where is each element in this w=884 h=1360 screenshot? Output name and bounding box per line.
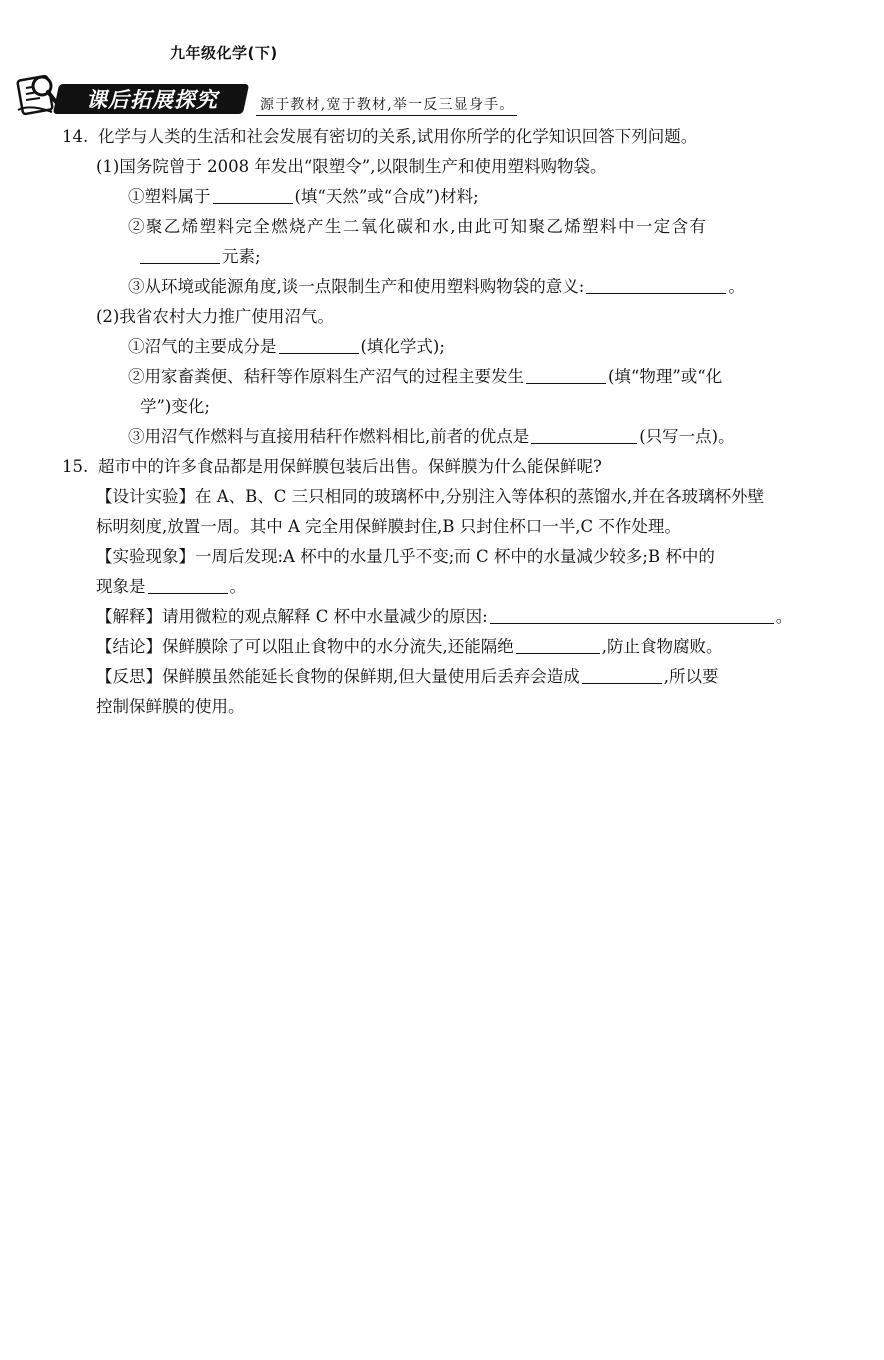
q15-explain-suffix: 。 [775, 607, 793, 626]
q15-stem-line [62, 452, 870, 482]
q15-conclusion-suffix: ,防止食物腐败。 [601, 637, 723, 656]
q14-part1-item2-cont [62, 242, 870, 272]
answer-blank[interactable] [140, 245, 220, 264]
section-banner [16, 70, 556, 116]
q14-part2-item2-suffix: (填“物理”或“化 [608, 367, 723, 386]
answer-blank[interactable] [586, 275, 726, 294]
q15-design-line1: 【设计实验】在 A、B、C 三只相同的玻璃杯中,分别注入等体积的蒸馏水,并在各玻璃杯外壁 [96, 487, 765, 506]
q14-part2-item1-suffix: (填化学式); [360, 337, 445, 356]
answer-blank[interactable] [526, 365, 606, 384]
q15-phenomenon-line1: 【实验现象】一周后发现:A 杯中的水量几乎不变;而 C 杯中的水量减少较多;B 杯中的 [96, 547, 715, 566]
q14-part2-item2-cont: 学”)变化; [140, 397, 210, 416]
questions-content [62, 122, 870, 722]
q14-part2-item1-text: ①沼气的主要成分是 [128, 337, 277, 356]
q14-part1-item1-suffix: (填“天然”或“合成”)材料; [294, 187, 479, 206]
answer-blank[interactable] [213, 185, 293, 204]
q15-reflection [62, 662, 870, 692]
q14-part2-item3-text: ③用沼气作燃料与直接用秸秆作燃料相比,前者的优点是 [128, 427, 530, 446]
q14-part1-item2 [62, 212, 870, 242]
q14-stem-line [62, 122, 870, 152]
q14-part2-item3 [62, 422, 870, 452]
q14-part2-item3-suffix: (只写一点)。 [639, 427, 735, 446]
banner-subtitle: 源于教材,宽于教材,举一反三显身手。 [256, 94, 517, 116]
q15-phenomenon-text: 现象是 [96, 577, 146, 596]
q15-conclusion [62, 632, 870, 662]
answer-blank[interactable] [531, 425, 637, 444]
answer-blank[interactable] [279, 335, 359, 354]
q14-part2: (2)我省农村大力推广使用沼气。 [96, 307, 334, 326]
q14-part2-item2 [62, 362, 870, 392]
q14-part1-item1-text: ①塑料属于 [128, 187, 211, 206]
answer-blank[interactable] [148, 575, 228, 594]
q14-part1-item2-text: ②聚乙烯塑料完全燃烧产生二氧化碳和水,由此可知聚乙烯塑料中一定含有 [128, 217, 708, 236]
q14-part1-item3-suffix: 。 [728, 277, 745, 296]
page-header-title: 九年级化学(下) [170, 44, 278, 62]
q14-number: 14. [62, 127, 89, 146]
banner-title: 课后拓展探究 [86, 88, 218, 112]
q14-part1-item3 [62, 272, 870, 302]
q15-number: 15. [62, 457, 89, 476]
answer-blank[interactable] [516, 635, 600, 654]
q15-reflection-line2: 控制保鲜膜的使用。 [96, 697, 245, 716]
q14-part1: (1)国务院曾于 2008 年发出“限塑令”,以限制生产和使用塑料购物袋。 [96, 157, 607, 176]
q14-stem: 化学与人类的生活和社会发展有密切的关系,试用你所学的化学知识回答下列问题。 [98, 127, 698, 146]
q15-explain-text: 【解释】请用微粒的观点解释 C 杯中水量减少的原因: [96, 607, 488, 626]
q15-reflection-suffix: ,所以要 [663, 667, 719, 686]
q14-part1-item1 [62, 182, 870, 212]
q15-explain [62, 602, 870, 632]
answer-blank[interactable] [582, 665, 662, 684]
q14-part2-item1 [62, 332, 870, 362]
answer-blank[interactable] [490, 605, 774, 624]
q15-reflection-text: 【反思】保鲜膜虽然能延长食物的保鲜期,但大量使用后丢弃会造成 [96, 667, 580, 686]
q14-part1-item2-suffix: 元素; [222, 247, 261, 266]
q15-phenomenon-suffix: 。 [229, 577, 246, 596]
q15-conclusion-text: 【结论】保鲜膜除了可以阻止食物中的水分流失,还能隔绝 [96, 637, 514, 656]
q15-stem: 超市中的许多食品都是用保鲜膜包装后出售。保鲜膜为什么能保鲜呢? [98, 457, 602, 476]
q14-part1-item3-text: ③从环境或能源角度,谈一点限制生产和使用塑料购物袋的意义: [128, 277, 585, 296]
q15-design-line2: 标明刻度,放置一周。其中 A 完全用保鲜膜封住,B 只封住杯口一半,C 不作处理。 [96, 517, 681, 536]
q14-part2-item2-text: ②用家畜粪便、秸秆等作原料生产沼气的过程主要发生 [128, 367, 524, 386]
q15-phenomenon-line2 [62, 572, 870, 602]
